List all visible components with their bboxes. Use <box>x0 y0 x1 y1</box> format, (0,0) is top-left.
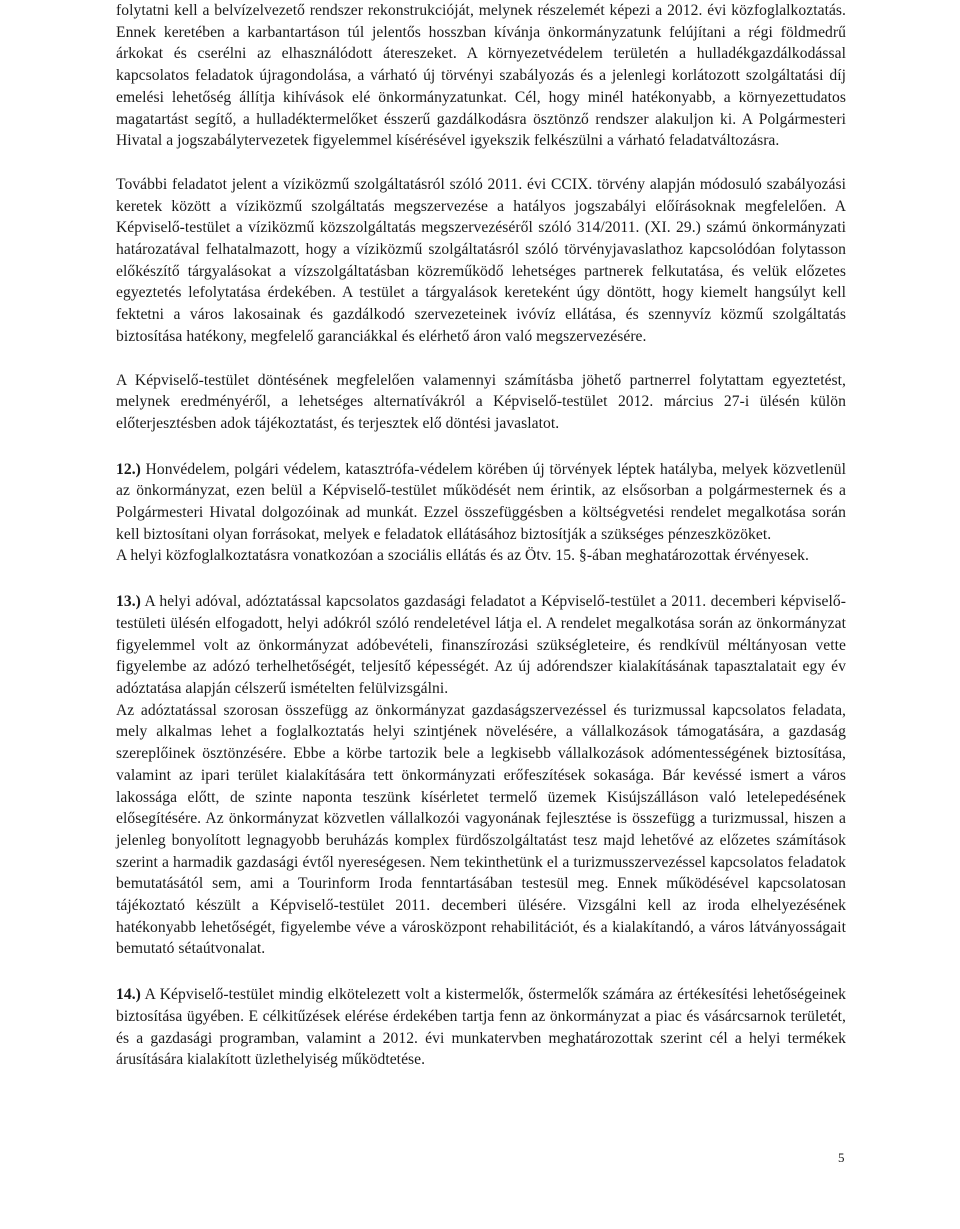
section-12-paragraph-b: A helyi közfoglalkoztatásra vonatkozóan a szociális ellátás és az Ötv. 15. §-ában meghatározottak érvényesek. <box>116 547 809 565</box>
section-12-paragraph <box>116 459 846 546</box>
paragraph-water-utility: További feladatot jelent a víziközmű szolgáltatásról szóló 2011. évi CCIX. törvény alapján módosuló szabályozási keretek között a víziközmű szolgáltatás megszervezése a hatályos jogszabályi előírásoknak megfelelően. A Képviselő-testület a víziközmű közszolgáltatás megszervezéséről szóló 314/2011. (XI. 29.) számú önkormányzati határozatával felhatalmazott, hogy a víziközmű szolgáltatásról szóló törvényjavaslathoz kapcsolódóan folytasson előkészítő tárgyalásokat a vízszolgáltatásban közreműködő lehetséges partnerek felkutatása, és velük előzetes egyeztetés lefolytatása érdekében. A testület a tárgyalások kereteként úgy döntött, hogy kiemelt hangsúlyt kell fektetni a város lakosainak és gazdálkodó szervezeteinek ivóvíz ellátása, és szennyvíz közmű szolgáltatás biztosítása hatékony, megfelelő garanciákkal és elérhető áron való megszervezésére. <box>116 175 846 345</box>
section-14-number: 14.) <box>116 986 141 1004</box>
section-13-number: 13.) <box>116 593 141 611</box>
section-12-text: Honvédelem, polgári védelem, katasztrófa-védelem körében új törvények léptek hatályba, melyek közvetlenül az önkormányzat, ezen belül a Képviselő-testület működését nem érintik, az elsősorban a polgármesternek és a Polgármesteri Hivatal dolgozóinak ad munkát. Ezzel összefüggésben a költségvetési rendelet megalkotása során kell biztosítani olyan forrásokat, melyek e feladatok ellátásához biztosítják a szükséges pénzeszközöket. <box>116 460 846 543</box>
paragraph-gap <box>116 567 846 591</box>
section-13-paragraph <box>116 591 846 700</box>
paragraph-gap <box>116 348 846 370</box>
paragraph-council-decision: A Képviselő-testület döntésének megfelelően valamennyi számításba jöhető partnerrel folytattam egyeztetést, melynek eredményéről, a lehetséges alternatívákról a Képviselő-testület 2012. március 27-i ülésén külön előterjesztésben adok tájékoztatást, és terjesztek elő döntési javaslatot. <box>116 371 846 432</box>
page-number: 5 <box>838 1150 845 1165</box>
paragraph-gap <box>116 960 846 984</box>
section-13-paragraph-b: Az adóztatással szorosan összefügg az önkormányzat gazdaságszervezéssel és turizmussal kapcsolatos feladata, mely alkalmas lehet a foglalkoztatás helyi szintjének növelésére, a vállalkozások támogatására, a gazdaság szereplőinek ösztönzésére. Ebbe a körbe tartozik bele a legkisebb vállalkozások adómentességének biztosítása, valamint az ipari terület kialakítására tett önkormányzati erőfeszítések sokasága. Bár kevéssé ismert a város lakossága előtt, de szinte naponta teszünk kísérletet termelő üzemek Kisújszálláson való letelepedésének elősegítésére. Az önkormányzat közvetlen vállalkozói vagyonának fejlesztése is összefügg a turizmussal, hiszen a jelenleg bonyolított legnagyobb beruházás komplex fürdőszolgáltatást tesz majd lehetővé az előzetes számítások szerint a harmadik gazdasági évtől nyereségesen. Nem tekinthetünk el a turizmusszervezéssel kapcsolatos feladatok bemutatásától sem, ami a Tourinform Iroda fenntartásában testesül meg. Ennek működésével kapcsolatosan tájékoztató készült a Képviselő-testület 2011. decemberi ülésére. Vizsgálni kell az iroda elhelyezésének hatékonyabb lehetőségét, figyelembe véve a városközpont rehabilitációt, és a kialakítandó, a város látványosságait bemutató sétaútvonalat. <box>116 701 846 958</box>
section-13-text: A helyi adóval, adóztatással kapcsolatos gazdasági feladatot a Képviselő-testület a 2011. decemberi képviselő-testületi ülésén elfogadott, helyi adókról szóló rendeletével látja el. A rendelet megalkotása során az önkormányzat figyelemmel volt az önkormányzat adóbevételi, finanszírozási szükségleteire, és rendkívül méltányosan vette figyelembe az adózó terhelhetőségét, teljesítő képességét. Az új adórendszer kialakításának tapasztalatait egy év adóztatása alapján célszerű ismételten felülvizsgálni. <box>116 593 846 697</box>
section-12-number: 12.) <box>116 460 141 478</box>
paragraph-public-works: folytatni kell a belvízelvezető rendszer rekonstrukcióját, melynek részelemét képezi a 2012. évi közfoglalkoztatás. Ennek keretében a karbantartáson túl jelentős hosszban kívánja önkormányzatunk felújítani a régi földmedrű árkokat és cserélni az elhasználódott átereszeket. A környezetvédelem területén a hulladékgazdálkodással kapcsolatos feladatok újragondolása, a várható új törvényi szabályozás és a jelenlegi korlátozott szolgáltatási díj emelési lehetőség állítja kihívások elé önkormányzatunkat. Cél, hogy minél hatékonyabb, a környezettudatos magatartást segítő, a hulladéktermelőket ésszerű gazdálkodásra ösztönző rendszer alakuljon ki. A Polgármesteri Hivatal a jogszabálytervezetek figyelemmel kísérésével igyekszik felkészülni a várható feladatváltozásra. <box>116 2 846 150</box>
paragraph-gap <box>116 435 846 459</box>
section-14-text: A Képviselő-testület mindig elkötelezett volt a kistermelők, őstermelők számára az értékesítési lehetőségeinek biztosítása ügyében. E célkitűzések elérése érdekében tartja fenn az önkormányzat a piac és vásárcsarnok területét, és a gazdasági programban, valamint a 2012. évi munkatervben meghatározottak szerint cél a helyi termékek árusítására kialakított üzlethelyiség működtetése. <box>116 986 846 1069</box>
paragraph-gap <box>116 152 846 174</box>
section-14-paragraph <box>116 984 846 1071</box>
document-page <box>116 0 846 1071</box>
